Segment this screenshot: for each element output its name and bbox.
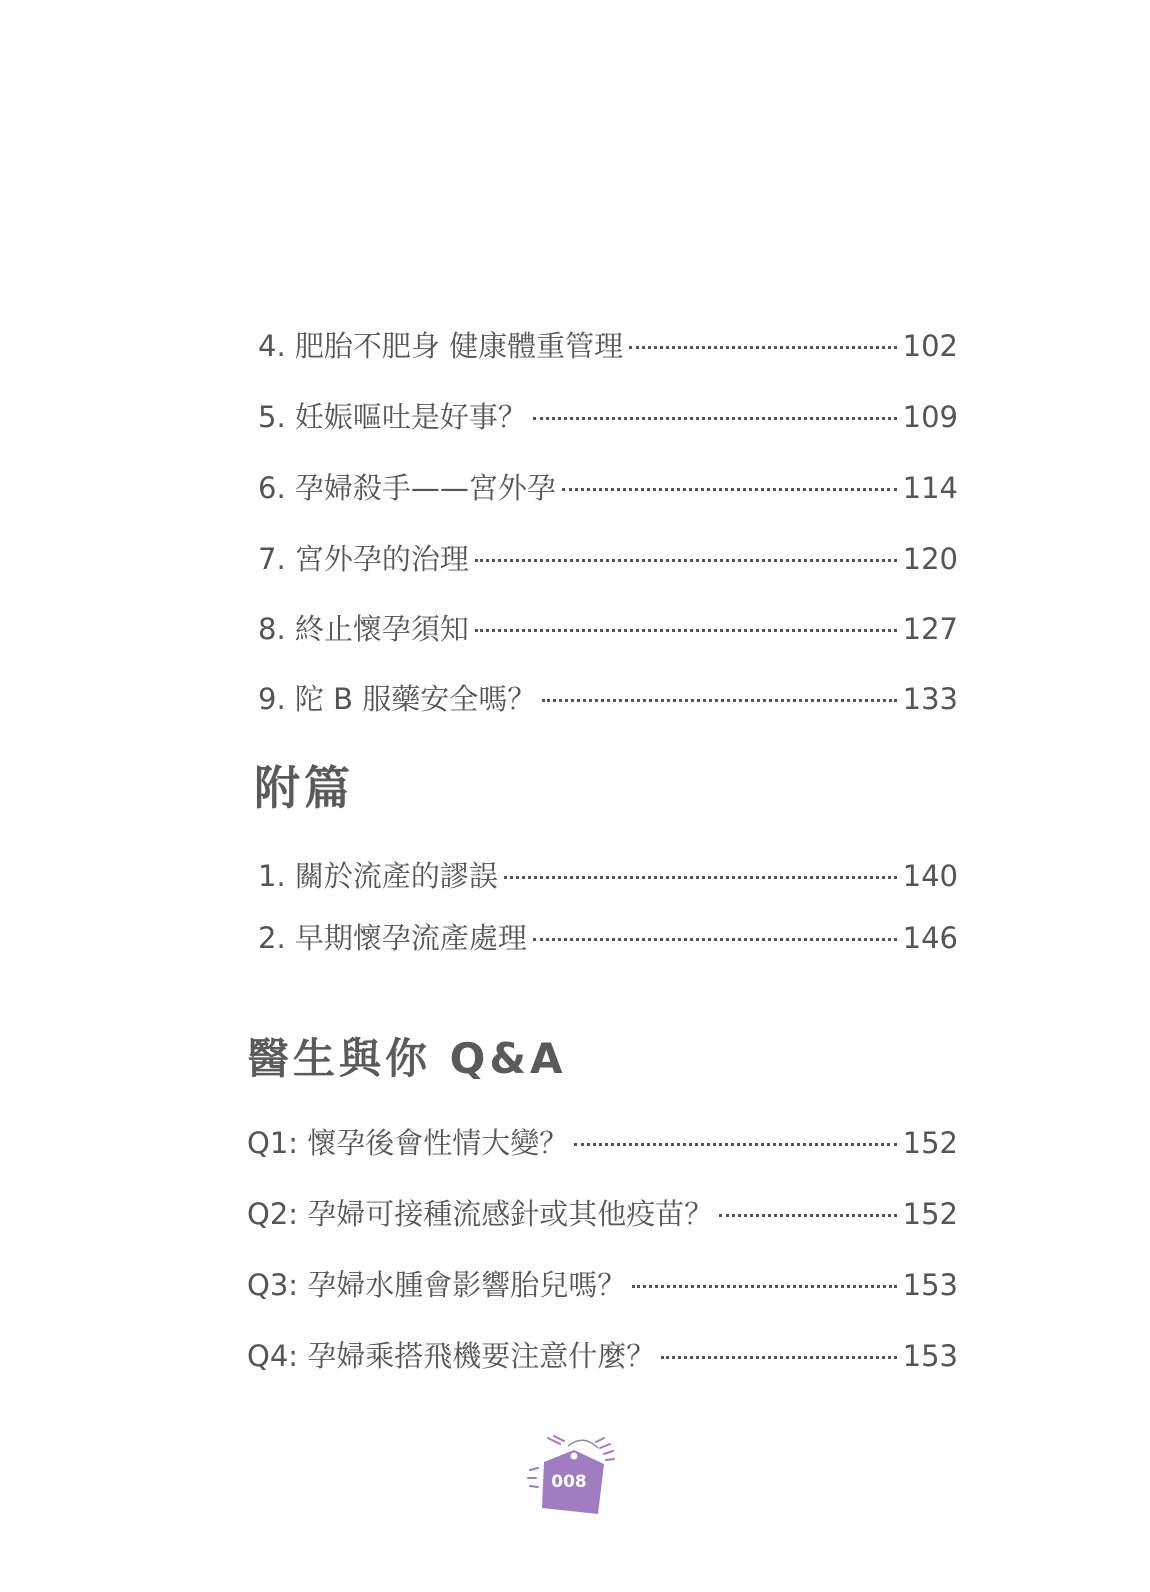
- toc-entry-title: 8. 終止懷孕須知: [258, 612, 469, 646]
- toc-entry: [258, 324, 958, 368]
- toc-leader-dots: [475, 559, 897, 562]
- toc-leader-dots: [475, 629, 897, 632]
- toc-entry: [247, 1192, 958, 1236]
- toc-entry: [247, 1121, 958, 1165]
- toc-entry-title: 2. 早期懷孕流產處理: [258, 921, 527, 955]
- toc-entry-title: 6. 孕婦殺手——宮外孕: [258, 471, 556, 505]
- toc-entry-title: Q4: 孕婦乘搭飛機要注意什麼？: [247, 1339, 656, 1373]
- toc-entry: [258, 916, 958, 960]
- toc-entry: [258, 854, 958, 898]
- toc-entry-title: 4. 肥胎不肥身 健康體重管理: [258, 329, 624, 363]
- toc-entry-page: 109: [902, 400, 958, 434]
- toc-entry-page: 153: [902, 1339, 958, 1373]
- toc-leader-dots: [533, 938, 897, 941]
- toc-entry-page: 120: [902, 542, 958, 576]
- toc-entry-page: 133: [902, 682, 958, 716]
- toc-entry: [258, 466, 958, 510]
- toc-entry-title: Q2: 孕婦可接種流感針或其他疫苗？: [247, 1197, 714, 1231]
- toc-leader-dots: [719, 1214, 896, 1217]
- toc-entry-page: 127: [902, 612, 958, 646]
- toc-entry: [258, 395, 958, 439]
- toc-leader-dots: [629, 346, 897, 349]
- toc-entry-page: 152: [902, 1197, 958, 1231]
- qa-heading: 醫生與你 Q&A: [247, 1034, 567, 1083]
- toc-entry-title: 7. 宮外孕的治理: [258, 542, 469, 576]
- toc-entry-page: 140: [902, 859, 958, 893]
- toc-entry-page: 146: [902, 921, 958, 955]
- toc-leader-dots: [542, 699, 896, 702]
- toc-entry-title: Q3: 孕婦水腫會影響胎兒嗎？: [247, 1268, 627, 1302]
- toc-entry: [258, 537, 958, 581]
- toc-entry-page: 102: [902, 329, 958, 363]
- toc-entry: [247, 1263, 958, 1307]
- toc-leader-dots: [504, 876, 897, 879]
- toc-leader-dots: [562, 488, 897, 491]
- toc-entry: [258, 677, 958, 721]
- toc-entry-page: 152: [902, 1126, 958, 1160]
- page-number-badge: [520, 1432, 630, 1522]
- toc-entry-page: 153: [902, 1268, 958, 1302]
- toc-leader-dots: [574, 1143, 896, 1146]
- toc-entry: [258, 607, 958, 651]
- page-number: 008: [551, 1472, 587, 1492]
- toc-leader-dots: [661, 1356, 896, 1359]
- toc-entry-title: 9. 陀 B 服藥安全嗎？: [258, 682, 537, 716]
- toc-entry-page: 114: [902, 471, 958, 505]
- toc-leader-dots: [533, 417, 897, 420]
- toc-entry: [247, 1334, 958, 1378]
- toc-leader-dots: [632, 1285, 896, 1288]
- toc-entry-title: 5. 妊娠嘔吐是好事？: [258, 400, 527, 434]
- toc-entry-title: 1. 關於流產的謬誤: [258, 859, 498, 893]
- appendix-heading: 附篇: [254, 761, 354, 815]
- toc-entry-title: Q1: 懷孕後會性情大變？: [247, 1126, 569, 1160]
